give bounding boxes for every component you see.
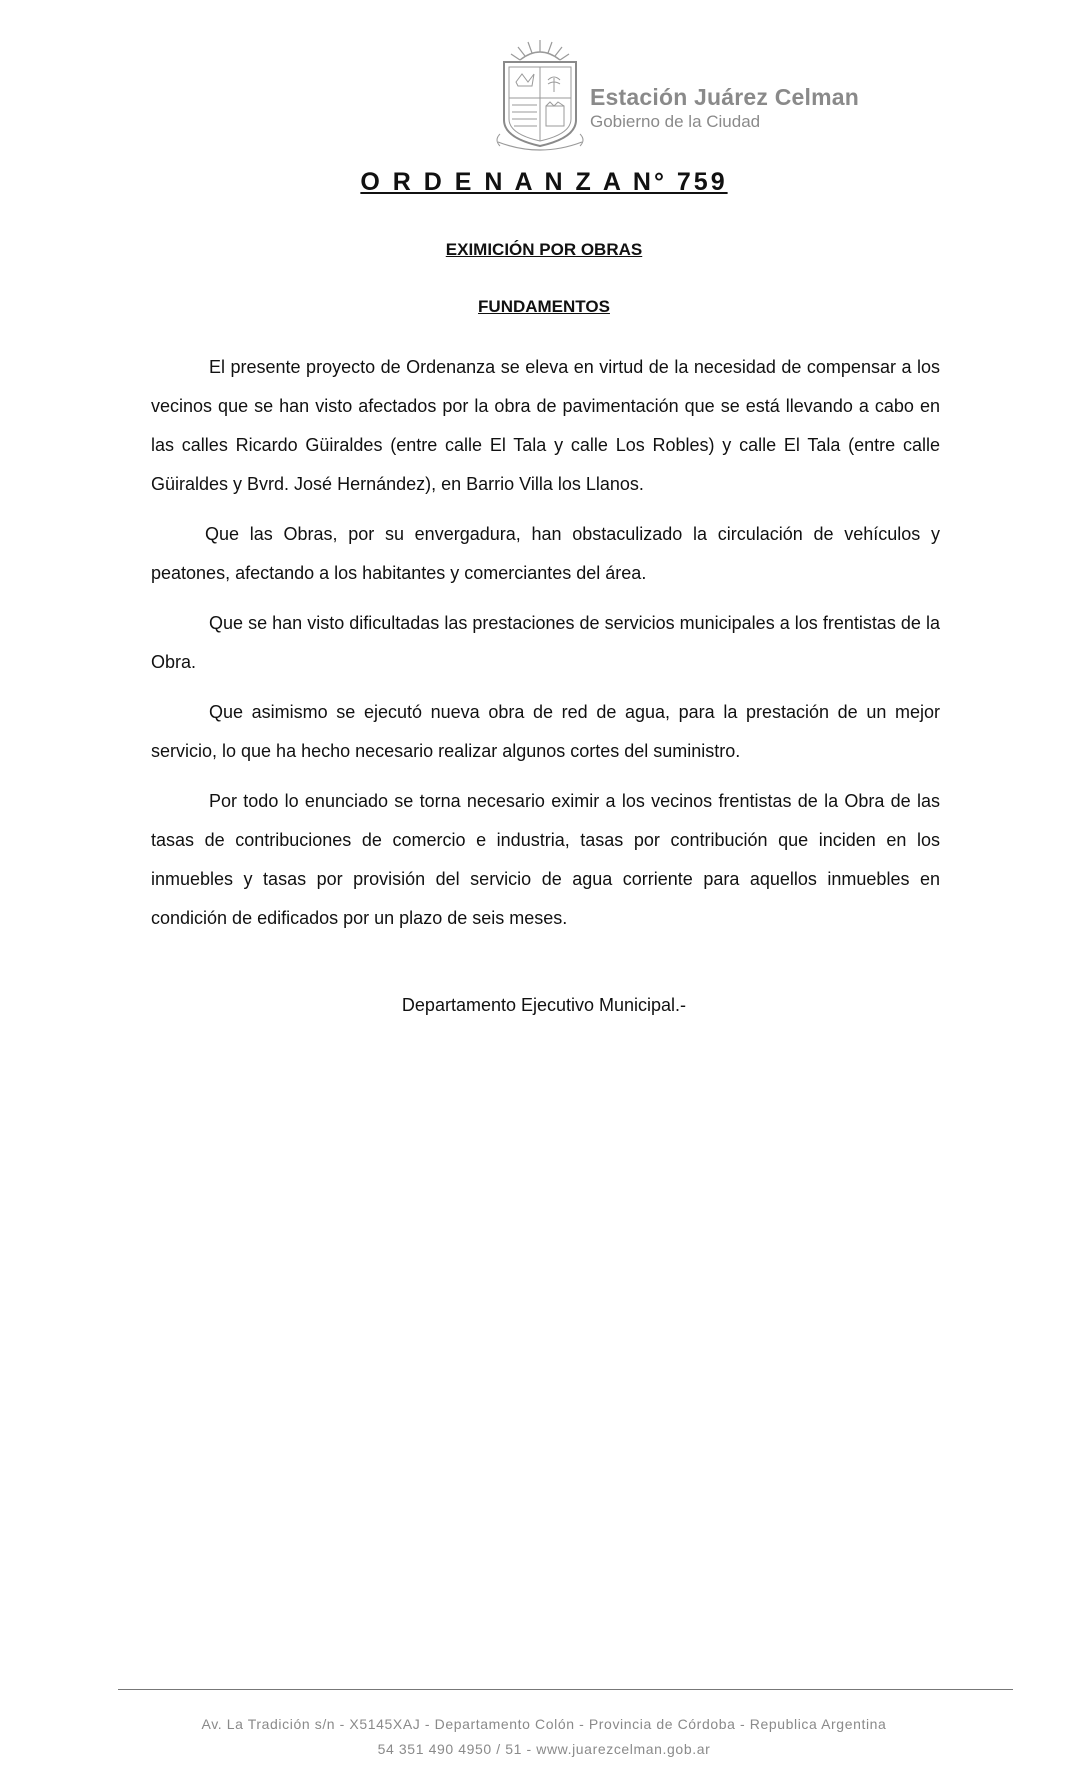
brand-name: Estación Juárez Celman <box>590 84 860 110</box>
paragraph: Que se han visto dificultadas las prestaciones de servicios municipales a los frentistas de la Obra. <box>151 613 940 672</box>
footer-contact: 54 351 490 4950 / 51 - www.juarezcelman.gob.ar <box>377 1741 711 1757</box>
ordinance-title: O R D E N A N Z A N° 759 <box>360 168 728 196</box>
paragraph: Que asimismo se ejecutó nueva obra de red de agua, para la prestación de un mejor servicio, lo que ha hecho necesario realizar algunos cortes del suministro. <box>151 702 940 761</box>
section-heading: FUNDAMENTOS <box>478 297 610 316</box>
ordinance-subtitle: EXIMICIÓN POR OBRAS <box>445 240 643 259</box>
body-text <box>151 348 940 949</box>
footer-divider <box>118 1689 1013 1690</box>
signature: Departamento Ejecutivo Municipal.- <box>401 995 687 1015</box>
brand-subtitle: Gobierno de la Ciudad <box>590 112 761 131</box>
municipal-crest-icon <box>490 38 590 158</box>
letterhead <box>490 38 910 158</box>
paragraph: El presente proyecto de Ordenanza se eleva en virtud de la necesidad de compensar a los vecinos que se han visto afectados por la obra de pavimentación que se está llevando a cabo en las calles Ricardo Güiraldes (entre calle El Tala y calle Los Robles) y calle El Tala (entre calle Güiraldes y Bvrd. José Hernández), en Barrio Villa los Llanos. <box>151 357 940 494</box>
paragraph: Por todo lo enunciado se torna necesario eximir a los vecinos frentistas de la Obra de las tasas de contribuciones de comercio e industria, tasas por contribución que inciden en los inmuebles y tasas por provisión del servicio de agua corriente para aquellos inmuebles en condición de edificados por un plazo de seis meses. <box>151 791 940 928</box>
paragraph: Que las Obras, por su envergadura, han obstaculizado la circulación de vehículos y peatones, afectando a los habitantes y comerciantes del área. <box>151 524 940 583</box>
footer-address: Av. La Tradición s/n - X5145XAJ - Departamento Colón - Provincia de Córdoba - Republica Argentina <box>201 1716 887 1732</box>
